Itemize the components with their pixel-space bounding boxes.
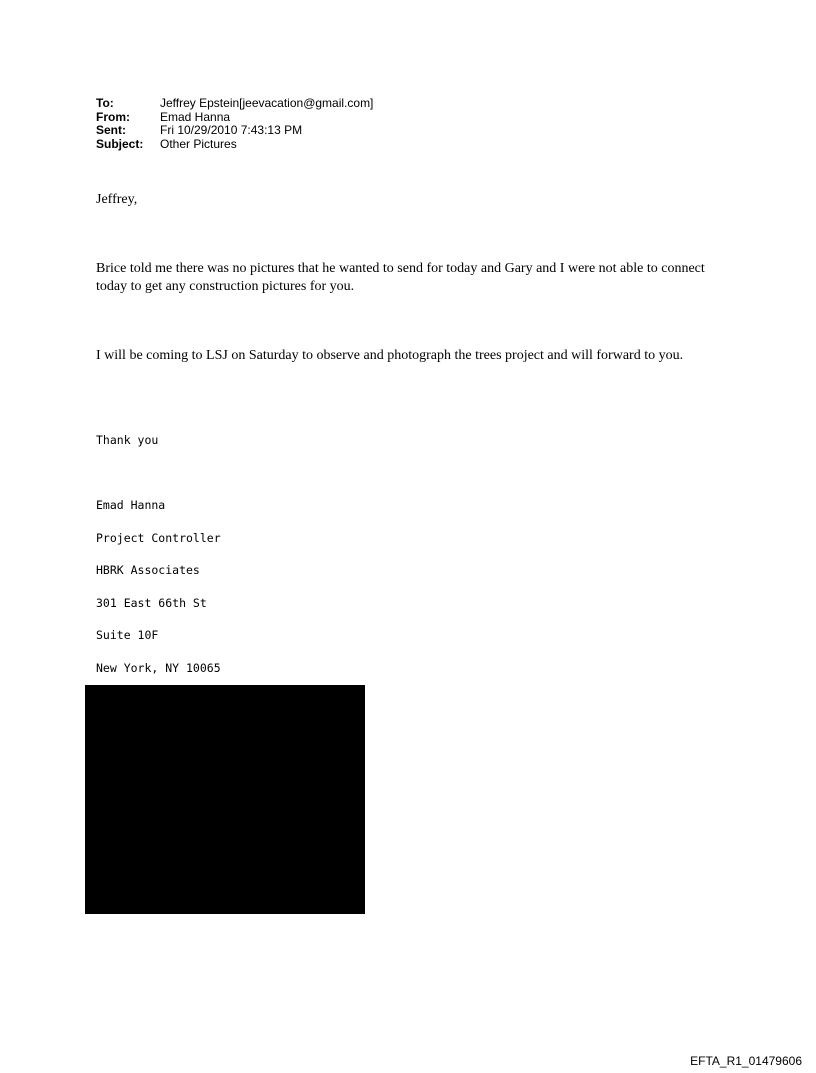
from-value: Emad Hanna — [160, 109, 231, 124]
subject-row — [96, 138, 373, 152]
email-header — [96, 97, 373, 151]
from-label: From: — [96, 109, 130, 124]
signature-address-line-2: Suite 10F — [96, 628, 159, 642]
subject-label: Subject: — [96, 136, 144, 151]
greeting: Jeffrey, — [96, 192, 138, 207]
paragraph-1: Brice told me there was no pictures that he wanted to send for today and Gary and I were not able to connect today to get any construction pictures for you. — [96, 261, 705, 294]
sent-label: Sent: — [96, 123, 126, 137]
sent-row — [96, 124, 373, 138]
from-row — [96, 111, 373, 125]
redaction-block — [85, 685, 365, 914]
document-id: EFTA_R1_01479606 — [690, 1054, 802, 1068]
to-value: Jeffrey Epstein[jeevacation@gmail.com] — [160, 96, 374, 110]
closing: Thank you — [96, 433, 159, 447]
signature-name: Emad Hanna — [96, 498, 166, 512]
to-label: To: — [96, 96, 114, 110]
signature-title: Project Controller — [96, 531, 221, 545]
signature-company: HBRK Associates — [96, 563, 200, 577]
signature-address-line-1: 301 East 66th St — [96, 596, 207, 610]
subject-value: Other Pictures — [160, 136, 237, 151]
sent-value: Fri 10/29/2010 7:43:13 PM — [160, 123, 303, 137]
to-row — [96, 97, 373, 111]
signature-address-line-3: New York, NY 10065 — [96, 661, 221, 675]
paragraph-2: I will be coming to LSJ on Saturday to observe and photograph the trees project and will forward to you. — [96, 348, 684, 363]
